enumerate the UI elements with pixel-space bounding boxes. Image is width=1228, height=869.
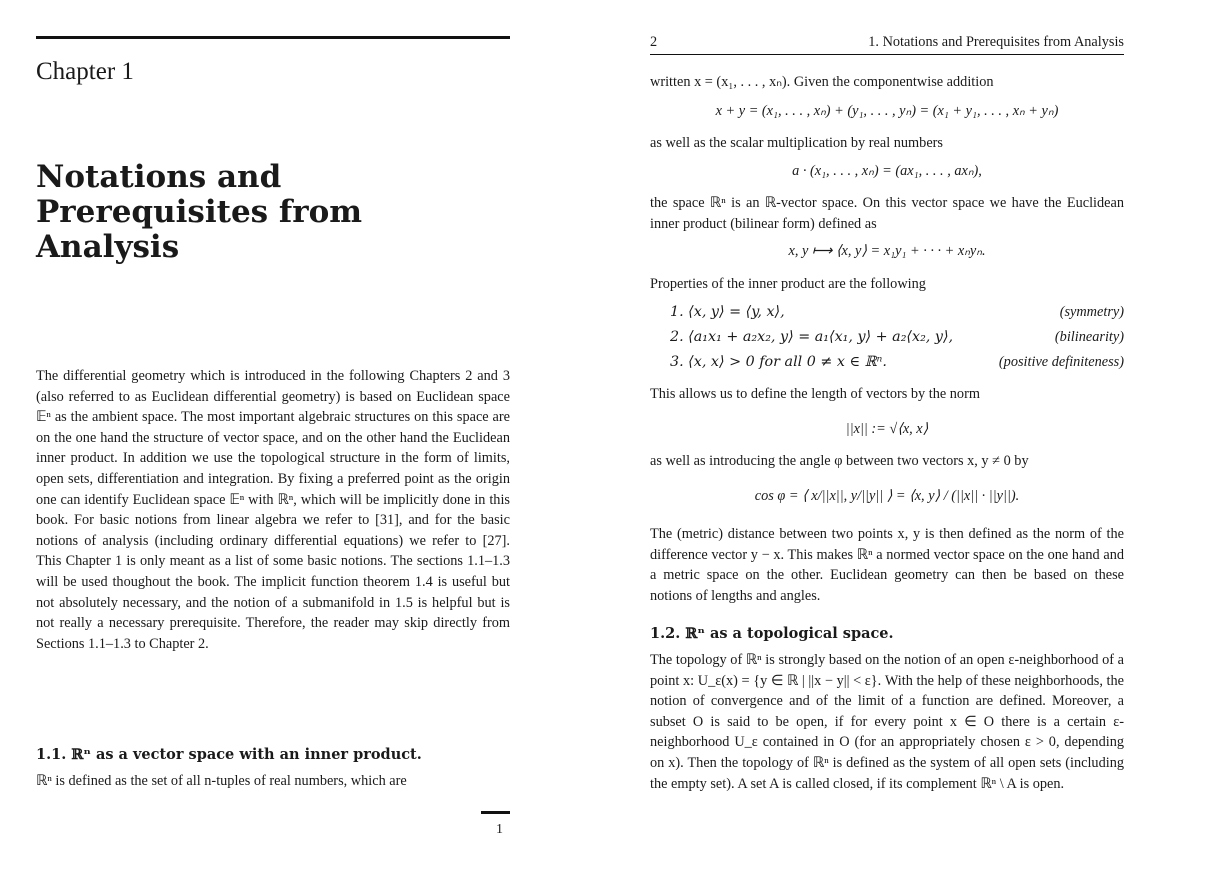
equation-scalar: a · (x₁, . . . , xₙ) = (ax₁, . . . , axₙ), <box>792 163 982 179</box>
section-1-1-text: ℝⁿ is defined as the set of all n-tuples of real numbers, which are <box>36 773 407 789</box>
equation-inner-product: x, y ⟼ ⟨x, y⟩ = x₁y₁ + · · · + xₙyₙ. <box>788 243 986 259</box>
equation-angle: cos φ = ⟨ x/||x||, y/||y|| ⟩ = ⟨x, y⟩ / (||x|| · ||y||). <box>754 488 1020 504</box>
chapter-title: Notations and Prerequisites from Analysis <box>36 159 363 265</box>
intro-paragraph: The differential geometry which is introduced in the following Chapters 2 and 3 (also referred to as Euclidean differential geometry) is based on Euclidean space 𝔼ⁿ as the ambient space. The most important algebraic structures on this space are on the one hand the structure of vector space, and on the other hand the Euclidean inner product. In addition we use the topological structure in the form of limits, open sets, differentiation and integration. By fixing a preferred point as the origin one can identify Euclidean space 𝔼ⁿ with ℝⁿ, which will be implicitly done in this book. For basic notions from linear algebra we refer to [31], and for the basic notions of analysis (including ordinary differential equations) we refer to [27]. This Chapter 1 is only meant as a list of some basic notions. The sections 1.1–1.3 will be used thoughout the book. The implicit function theorem 1.4 is useful but not absolutely necessary, and the notion of a submanifold in 1.5 is helpful but is not really a necessary prerequisite. Therefore, the reader may skip directly from Sections 1.1–1.3 to Chapter 2. <box>36 368 510 652</box>
chapter-label: Chapter 1 <box>36 58 134 85</box>
property-formula: 1. ⟨x, y⟩ = ⟨y, x⟩, <box>670 304 785 320</box>
header-rule <box>650 54 1124 55</box>
property-row <box>670 304 1124 321</box>
line-length: This allows us to define the length of vectors by the norm <box>650 386 980 402</box>
right-page <box>614 0 1228 869</box>
property-row <box>670 354 1124 371</box>
line-written: written x = (x₁, . . . , xₙ). Given the componentwise addition <box>650 74 994 90</box>
section-1-2-heading: 1.2. ℝⁿ as a topological space. <box>650 625 894 642</box>
page-number-right: 2 <box>650 34 658 50</box>
paragraph-distance: The (metric) distance between two points x, y is then defined as the norm of the difference vector y − x. This makes ℝⁿ a normed vector space on the one hand and a metric space on the other. Euclidean geometry can then be based on these notions of lengths and angles. <box>650 526 1124 604</box>
line-scalar: as well as the scalar multiplication by real numbers <box>650 135 943 151</box>
footer-rule <box>481 811 510 814</box>
paragraph-vector-space: the space ℝⁿ is an ℝ-vector space. On this vector space we have the Euclidean inner product (bilinear form) defined as <box>650 195 1124 232</box>
chapter-top-rule <box>36 36 510 39</box>
property-formula: 2. ⟨a₁x₁ + a₂x₂, y⟩ = a₁⟨x₁, y⟩ + a₂⟨x₂, y⟩, <box>670 329 954 345</box>
property-formula: 3. ⟨x, x⟩ > 0 for all 0 ≠ x ∈ ℝⁿ. <box>670 354 887 370</box>
equation-norm: ||x|| := √⟨x, x⟩ <box>845 421 929 437</box>
section-1-1-heading: 1.1. ℝⁿ as a vector space with an inner product. <box>36 746 422 763</box>
page-number-left: 1 <box>496 822 503 837</box>
paragraph-topology: The topology of ℝⁿ is strongly based on the notion of an open ε-neighborhood of a point x: U_ε(x) = {y ∈ ℝ | ||x − y|| < ε}. With the help of these neighborhoods, the notion of convergence and of the limit of a function are defined. Moreover, a subset O is said to be open, if for every point x ∈ O there is a certain ε-neighborhood U_ε contained in O (for an appropriately chosen ε > 0, depending on x). Then the topology of ℝⁿ is defined as the system of all open sets (including the empty set). A set A is called closed, if its complement ℝⁿ \ A is open. <box>650 652 1124 792</box>
line-angle: as well as introducing the angle φ between two vectors x, y ≠ 0 by <box>650 453 1029 469</box>
line-properties: Properties of the inner product are the following <box>650 276 926 292</box>
property-label: (positive definiteness) <box>998 354 1124 370</box>
property-label: (symmetry) <box>1059 304 1124 320</box>
property-row <box>670 329 1124 346</box>
running-head-title: 1. Notations and Prerequisites from Analysis <box>868 34 1124 50</box>
property-label: (bilinearity) <box>1054 329 1124 345</box>
equation-addition: x + y = (x₁, . . . , xₙ) + (y₁, . . . , yₙ) = (x₁ + y₁, . . . , xₙ + yₙ) <box>715 103 1059 119</box>
